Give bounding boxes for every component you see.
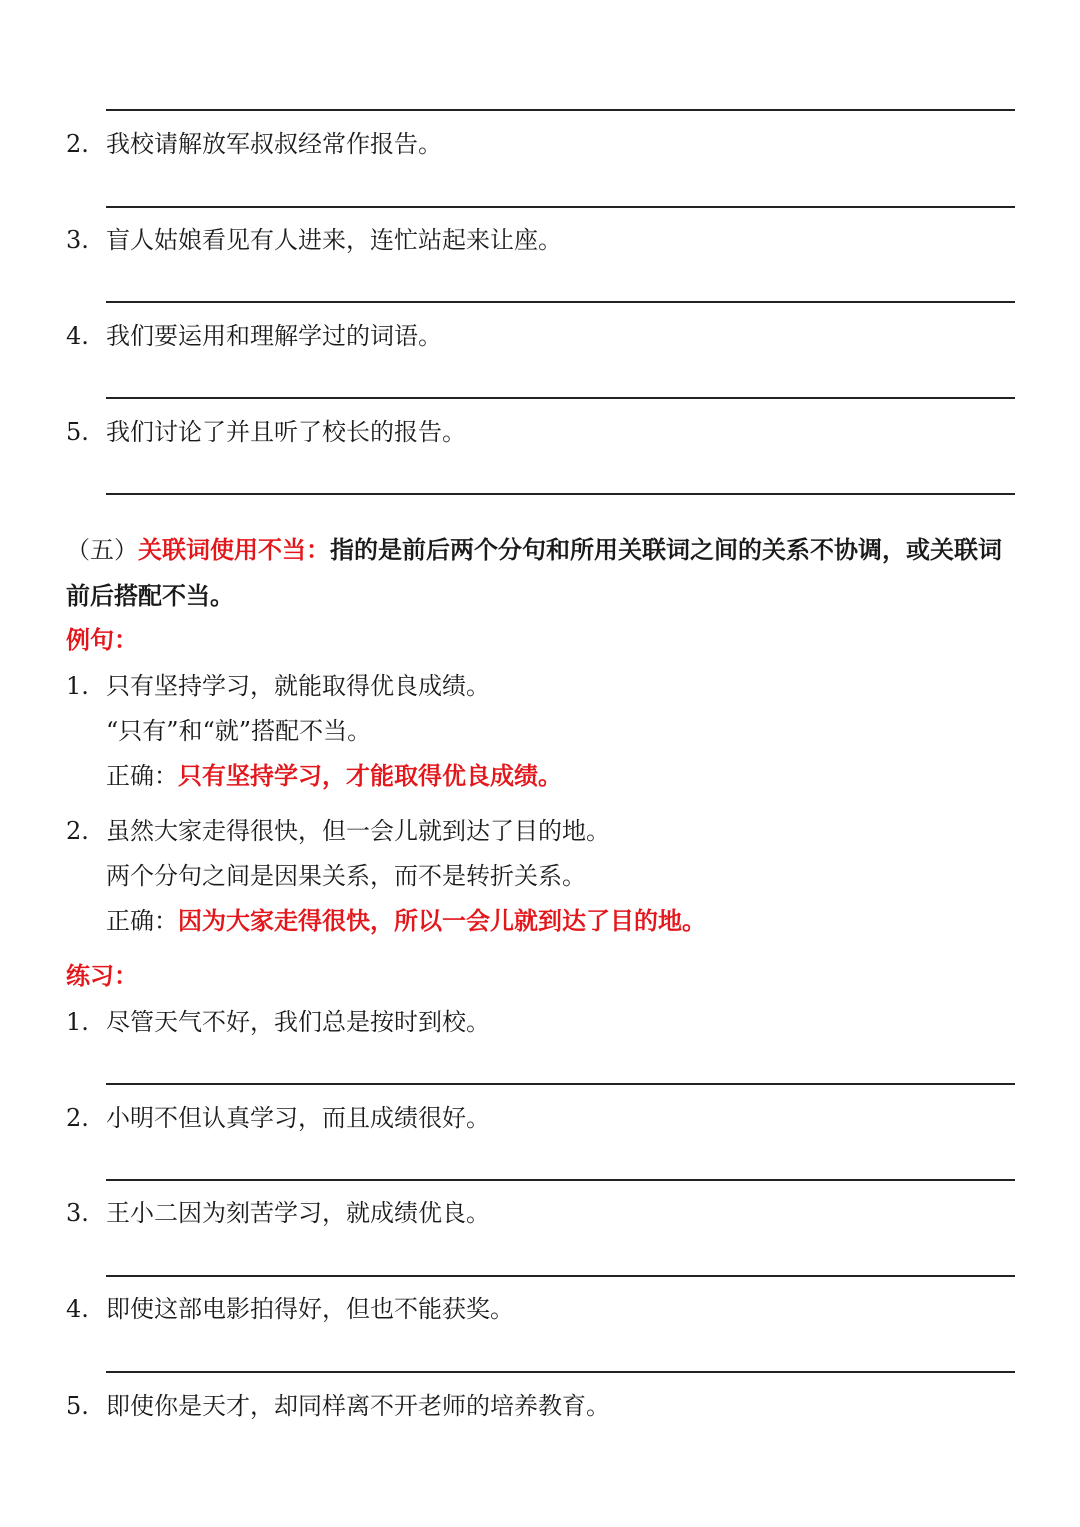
- practice-item: [66, 1390, 610, 1422]
- section-prefix: （五）: [66, 536, 138, 564]
- exercise-item: [66, 224, 562, 256]
- example-sentence: [66, 815, 610, 847]
- exercise-text: 盲人姑娘看见有人进来，连忙站起来让座。: [106, 226, 562, 254]
- practice-number: 3.: [66, 1199, 89, 1227]
- answer-line: [106, 1179, 1015, 1181]
- example-text: 只有坚持学习，就能取得优良成绩。: [106, 672, 490, 700]
- practice-item: [66, 1293, 514, 1325]
- examples-heading: 例句：: [66, 626, 138, 654]
- practice-item: [66, 1006, 490, 1038]
- answer-line: [106, 1083, 1015, 1085]
- practice-number: 4.: [66, 1295, 89, 1323]
- section-intro: [66, 527, 1018, 619]
- exercise-text: 我校请解放军叔叔经常作报告。: [106, 130, 442, 158]
- exercise-item: [66, 320, 442, 352]
- exercise-item: [66, 416, 466, 448]
- practice-text: 王小二因为刻苦学习，就成绩优良。: [106, 1199, 490, 1227]
- answer-line: [106, 206, 1015, 208]
- correct-sentence: 只有坚持学习，才能取得优良成绩。: [178, 762, 562, 790]
- answer-line: [106, 493, 1015, 495]
- example-sentence: [66, 670, 490, 702]
- exercise-item: [66, 128, 442, 160]
- correct-sentence: 因为大家走得很快，所以一会儿就到达了目的地。: [178, 907, 706, 935]
- exercise-number: 3.: [66, 226, 89, 254]
- answer-line: [106, 301, 1015, 303]
- practice-number: 1.: [66, 1008, 89, 1036]
- practice-text: 小明不但认真学习，而且成绩很好。: [106, 1104, 490, 1132]
- example-correction: [106, 760, 562, 792]
- practice-item: [66, 1197, 490, 1229]
- exercise-number: 4.: [66, 322, 89, 350]
- answer-line: [106, 1371, 1015, 1373]
- example-number: 1.: [66, 672, 89, 700]
- practice-heading: 练习：: [66, 962, 138, 990]
- exercise-text: 我们讨论了并且听了校长的报告。: [106, 418, 466, 446]
- correct-label: 正确：: [106, 907, 178, 935]
- correct-label: 正确：: [106, 762, 178, 790]
- answer-line: [106, 397, 1015, 399]
- section-description: 指的是前后两个分句和所用关联词之间的关系不协调，或关联词前后搭配不当。: [66, 536, 1002, 610]
- practice-text: 即使你是天才，却同样离不开老师的培养教育。: [106, 1392, 610, 1420]
- practice-number: 2.: [66, 1104, 89, 1132]
- practice-item: [66, 1102, 490, 1134]
- practice-text: 尽管天气不好，我们总是按时到校。: [106, 1008, 490, 1036]
- answer-line: [106, 109, 1015, 111]
- answer-line: [106, 1275, 1015, 1277]
- example-explanation: 两个分句之间是因果关系，而不是转折关系。: [106, 862, 586, 890]
- example-explanation: “只有”和“就”搭配不当。: [106, 717, 372, 745]
- example-correction: [106, 905, 706, 937]
- exercise-number: 5.: [66, 418, 89, 446]
- example-number: 2.: [66, 817, 89, 845]
- section-title: 关联词使用不当：: [138, 536, 330, 564]
- example-text: 虽然大家走得很快，但一会儿就到达了目的地。: [106, 817, 610, 845]
- practice-text: 即使这部电影拍得好，但也不能获奖。: [106, 1295, 514, 1323]
- exercise-text: 我们要运用和理解学过的词语。: [106, 322, 442, 350]
- exercise-number: 2.: [66, 130, 89, 158]
- practice-number: 5.: [66, 1392, 89, 1420]
